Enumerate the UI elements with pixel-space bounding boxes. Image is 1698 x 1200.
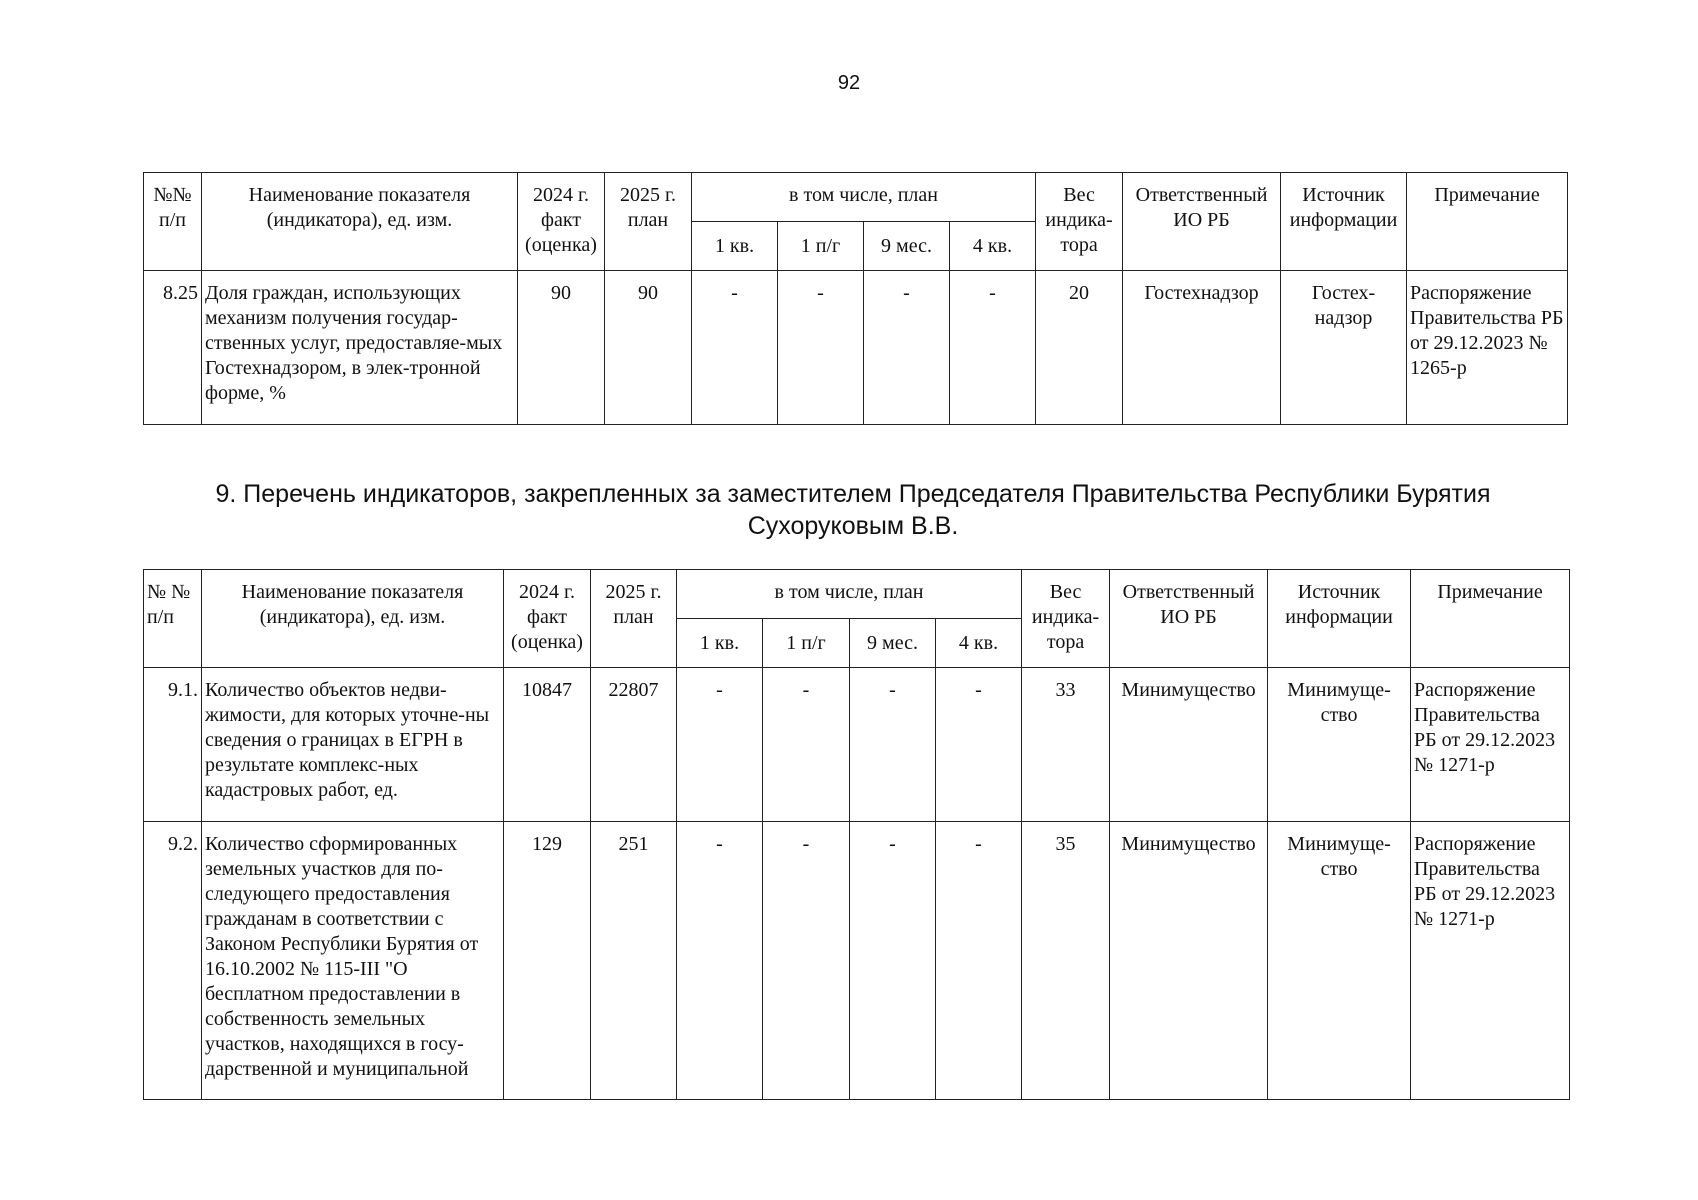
cell-weight: 35 xyxy=(1022,822,1110,1100)
col-header-num: № № п/п xyxy=(144,570,202,668)
col-header-name: Наименование показателя (индикатора), ед. изм. xyxy=(202,173,518,271)
cell-num: 8.25 xyxy=(144,271,202,425)
col-header-responsible: Ответственный ИО РБ xyxy=(1110,570,1268,668)
section-title-line-2: Сухоруковым В.В. xyxy=(747,512,959,540)
cell-weight: 33 xyxy=(1022,668,1110,822)
cell-2024: 10847 xyxy=(504,668,591,822)
cell-source: Минимуще-ство xyxy=(1268,822,1411,1100)
cell-h1: - xyxy=(763,668,850,822)
cell-responsible: Минимущество xyxy=(1110,822,1268,1100)
cell-responsible: Гостехнадзор xyxy=(1123,271,1281,425)
cell-responsible: Минимущество xyxy=(1110,668,1268,822)
col-header-source: Источник информации xyxy=(1268,570,1411,668)
section-title xyxy=(143,478,1563,542)
col-header-source: Источник информации xyxy=(1281,173,1407,271)
col-header-2025: 2025 г. план xyxy=(605,173,692,271)
cell-name: Количество объектов недви-жимости, для которых уточне-ны сведения о границах в ЕГРН в результате комплекс-ных кадастровых работ, ед. xyxy=(202,668,504,822)
cell-2025: 22807 xyxy=(591,668,677,822)
indicators-table-2 xyxy=(143,569,1570,1100)
cell-name: Количество сформированных земельных участков для по-следующего предоставления гражданам в соответствии с Законом Республики Бурятия от 16.10.2002 № 115-III "О бесплатном предоставлении в собственность земельных участков, находящихся в госу-дарственной и муниципальной xyxy=(202,822,504,1100)
col-header-note: Примечание xyxy=(1411,570,1570,668)
col-header-num: №№ п/п xyxy=(144,173,202,271)
col-header-q1: 1 кв. xyxy=(692,222,778,271)
cell-2024: 129 xyxy=(504,822,591,1100)
page-number: 92 xyxy=(837,72,861,94)
col-header-2024: 2024 г. факт (оценка) xyxy=(518,173,605,271)
col-header-2025: 2025 г. план xyxy=(591,570,677,668)
cell-q4: - xyxy=(936,668,1022,822)
col-header-weight: Вес индика-тора xyxy=(1022,570,1110,668)
col-header-weight: Вес индика-тора xyxy=(1036,173,1123,271)
table-header-row xyxy=(144,570,1570,619)
col-header-incl-plan: в том числе, план xyxy=(677,570,1022,619)
col-header-note: Примечание xyxy=(1407,173,1568,271)
section-title-line-1: 9. Перечень индикаторов, закрепленных за заместителем Председателя Правительства Республики Бурятия xyxy=(215,480,1491,508)
col-header-q4: 4 кв. xyxy=(936,619,1022,668)
cell-q1: - xyxy=(677,668,763,822)
col-header-9m: 9 мес. xyxy=(850,619,936,668)
table-row xyxy=(144,668,1570,822)
cell-weight: 20 xyxy=(1036,271,1123,425)
cell-num: 9.2. xyxy=(144,822,202,1100)
cell-note: Распоряжение Правительства РБ от 29.12.2023 № 1271-р xyxy=(1411,822,1570,1100)
col-header-h1: 1 п/г xyxy=(763,619,850,668)
cell-9m: - xyxy=(864,271,950,425)
cell-q1: - xyxy=(677,822,763,1100)
cell-9m: - xyxy=(850,822,936,1100)
cell-2025: 251 xyxy=(591,822,677,1100)
cell-q4: - xyxy=(936,822,1022,1100)
col-header-responsible: Ответственный ИО РБ xyxy=(1123,173,1281,271)
cell-note: Распоряжение Правительства РБ от 29.12.2023 № 1271-р xyxy=(1411,668,1570,822)
cell-2025: 90 xyxy=(605,271,692,425)
cell-source: Минимуще-ство xyxy=(1268,668,1411,822)
cell-9m: - xyxy=(850,668,936,822)
cell-h1: - xyxy=(778,271,864,425)
cell-source: Гостех-надзор xyxy=(1281,271,1407,425)
col-header-name: Наименование показателя (индикатора), ед. изм. xyxy=(202,570,504,668)
table-row xyxy=(144,271,1568,425)
cell-2024: 90 xyxy=(518,271,605,425)
cell-num: 9.1. xyxy=(144,668,202,822)
table-row xyxy=(144,822,1570,1100)
cell-note: Распоряжение Правительства РБ от 29.12.2023 № 1265-р xyxy=(1407,271,1568,425)
col-header-q4: 4 кв. xyxy=(950,222,1036,271)
cell-q4: - xyxy=(950,271,1036,425)
cell-q1: - xyxy=(692,271,778,425)
col-header-9m: 9 мес. xyxy=(864,222,950,271)
indicators-table-1 xyxy=(143,172,1568,425)
cell-h1: - xyxy=(763,822,850,1100)
table-header-row xyxy=(144,173,1568,222)
col-header-2024: 2024 г. факт (оценка) xyxy=(504,570,591,668)
cell-name: Доля граждан, использующих механизм получения государ-ственных услуг, предоставляе-мых Гостехнадзором, в элек-тронной форме, % xyxy=(202,271,518,425)
col-header-h1: 1 п/г xyxy=(778,222,864,271)
col-header-incl-plan: в том числе, план xyxy=(692,173,1036,222)
col-header-q1: 1 кв. xyxy=(677,619,763,668)
